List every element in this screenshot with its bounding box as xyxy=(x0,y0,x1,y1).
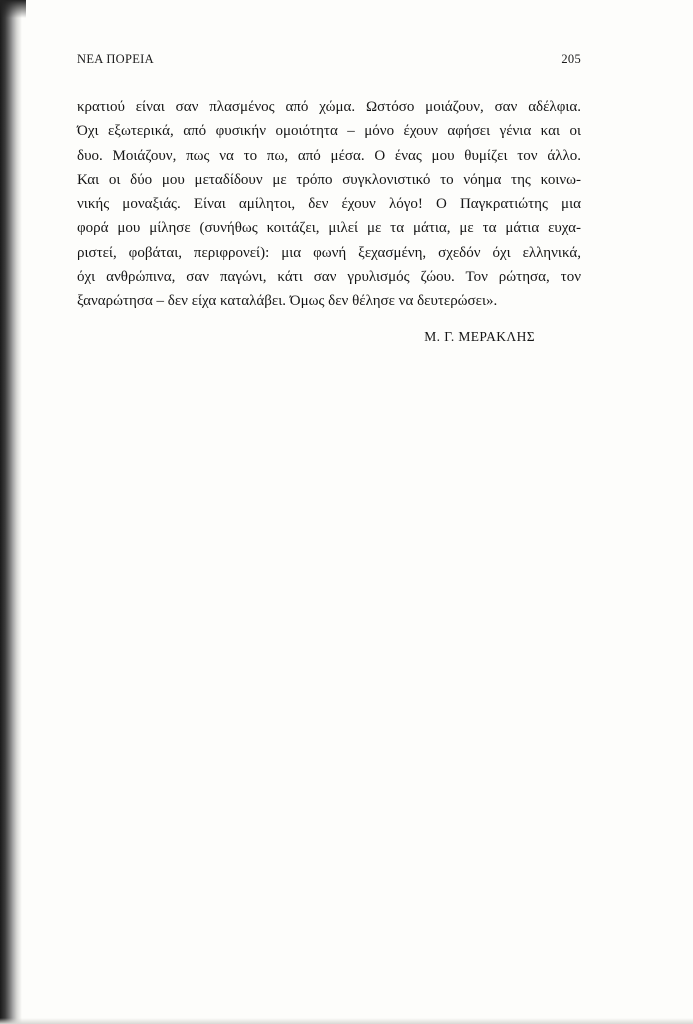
journal-title: ΝΕΑ ΠΟΡΕΙΑ xyxy=(77,52,154,66)
text-line: Και οι δύο μου μεταδίδουν με τρόπο συγκλονιστικό το νόημα της κοινω- xyxy=(77,171,581,188)
text-line: δυο. Μοιάζουν, πως να το πω, από μέσα. Ο ένας μου θυμίζει τον άλλο. xyxy=(77,147,581,164)
article-body xyxy=(77,95,581,314)
text-line: Όχι εξωτερικά, από φυσικήν ομοιότητα – μόνο έχουν αφήσει γένια και οι xyxy=(77,123,581,140)
binding-shadow xyxy=(0,0,22,1024)
corner-shadow xyxy=(0,0,26,18)
running-head xyxy=(77,52,581,70)
text-line: όχι ανθρώπινα, σαν παγώνι, κάτι σαν γρυλισμός ζώου. Τον ρώτησα, τον xyxy=(77,269,581,286)
text-line: ξαναρώτησα – δεν είχα καταλάβει. Όμως δεν θέλησε να δευτερώσει». xyxy=(77,293,498,310)
page-bottom-edge xyxy=(0,1018,693,1024)
text-line: νικής μοναξιάς. Είναι αμίλητοι, δεν έχουν λόγο! Ο Παγκρατιώτης μια xyxy=(77,196,581,213)
text-line: κρατιού είναι σαν πλασμένος από χώμα. Ωστόσο μοιάζουν, σαν αδέλφια. xyxy=(77,99,581,115)
text-line: φορά μου μίλησε (συνήθως κοιτάζει, μιλεί με τα μάτια, με τα μάτια ευχα- xyxy=(77,220,581,237)
page-number: 205 xyxy=(561,52,581,66)
text-line: ριστεί, φοβάται, περιφρονεί): μια φωνή ξεχασμένη, σχεδόν όχι ελληνικά, xyxy=(77,244,581,261)
author-signature: Μ. Γ. ΜΕΡΑΚΛΗΣ xyxy=(424,329,535,344)
